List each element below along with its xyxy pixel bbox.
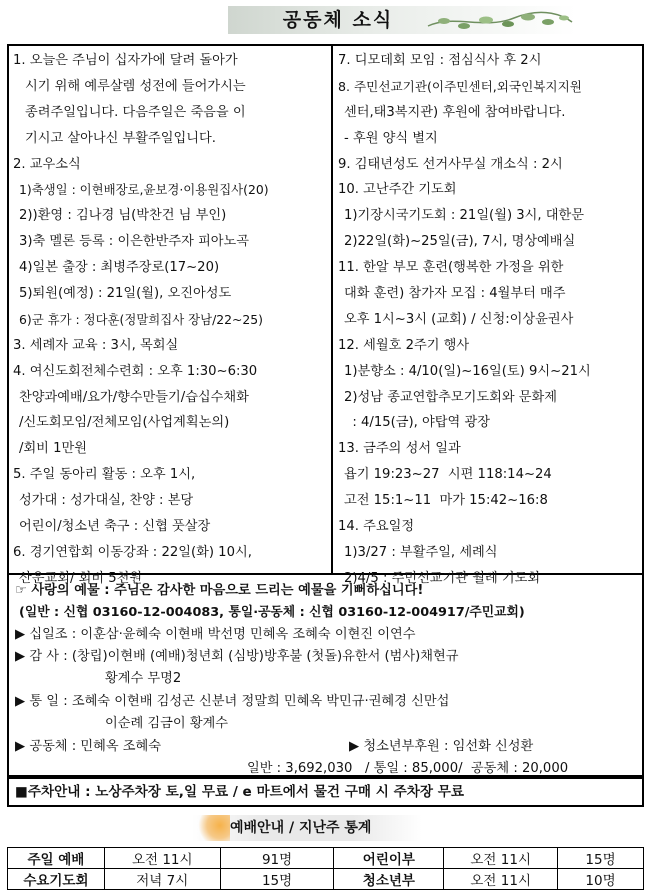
offering-notice: ☞ 사랑의 예물 : 주님은 감사한 마음으로 드리는 예물을 기뻐하십니다! [15, 583, 424, 598]
thanks-donors-cont: 황계수 무명2 [105, 671, 182, 686]
notice-line: - 후원 양식 별지 [344, 130, 438, 146]
unity-donors: ▶ 통 일 : 조혜숙 이현배 김성곤 신분녀 정말희 민혜옥 박민규·권혜경 신만섭 [15, 694, 450, 709]
notice-line: 2)22일(화)~25일(금), 7시, 명상예배실 [344, 234, 576, 250]
notice-line: 시기 위해 예루살렘 성전에 들어가시는 [25, 78, 246, 94]
tithe-donors: ▶ 십일조 : 이훈삼·윤혜숙 이현배 박선명 민혜옥 조혜숙 이현진 이연수 [15, 627, 416, 642]
youth-support-donors: ▶ 청소년부후원 : 임선화 신성환 [349, 739, 534, 754]
notice-line: 6)군 휴가 : 정다훈(정말희집사 장남/22~25) [19, 311, 264, 327]
orange-orb-icon [196, 815, 230, 841]
right-column [338, 48, 640, 592]
notice-line: 산운교회/ 회비 5천원 [19, 570, 143, 586]
offering-totals: 일반 : 3,692,030 / 통일 : 85,000/ 공동체 : 20,000 [247, 761, 569, 776]
notice-line: 5)퇴원(예정) : 21일(월), 오진아성도 [19, 286, 232, 302]
notice-line: 성가대 : 성가대실, 찬양 : 본당 [19, 493, 194, 509]
notice-line: 4)일본 출장 : 최병주장로(17~20) [19, 260, 220, 276]
notice-line: 센터,태3복지관) 후원에 참여바랍니다. [344, 104, 566, 120]
notice-line: 13. 금주의 성서 일과 [338, 441, 461, 457]
notice-line: 9. 김태년성도 선거사무실 개소식 : 2시 [338, 156, 563, 172]
notice-line: /신도회모임/전체모임(사업계획논의) [19, 415, 230, 431]
notice-line: 12. 세월호 2주기 행사 [338, 337, 470, 353]
notice-line: 11. 한알 부모 훈련(행복한 가정을 위한 [338, 260, 564, 276]
notice-line: 5. 주일 동아리 활동 : 오후 1시, [13, 467, 196, 483]
offering-accounts: (일반 : 신협 03160-12-004083, 통일·공동체 : 신협 03160-12-004917/주민교회) [19, 605, 525, 620]
attendance-count: 91명 [220, 848, 334, 869]
service-time: 저녁 7시 [104, 869, 220, 890]
notice-line: 1)축생일 : 이현배장로,윤보경·이용원집사(20) [19, 182, 269, 198]
left-column [13, 48, 327, 592]
thanks-donors: ▶ 감 사 : (창립)이현배 (예배)청년회 (심방)방후불 (첫돌)유한서 (범사)채현규 [15, 649, 459, 664]
notice-line: 고전 15:1~11 마가 15:42~16:8 [344, 493, 548, 509]
community-donors: ▶ 공동체 : 민혜옥 조혜숙 [15, 739, 162, 754]
worship-title: 예배안내 / 지난주 통계 [230, 820, 372, 836]
notice-line: 오후 1시~3시 (교회) / 신청:이상윤권사 [344, 311, 574, 327]
service-time: 오전 11시 [444, 869, 558, 890]
notice-line: 욥기 19:23~27 시편 118:14~24 [344, 467, 552, 483]
column-divider [331, 46, 333, 573]
worship-stats-table [7, 847, 644, 890]
parking-notice: ■주차안내 : 노상주차장 토,일 무료 / e 마트에서 물건 구매 시 주차장 무료 [7, 777, 644, 807]
notice-line: 8. 주민선교기관(이주민센터,외국인복지지원 [338, 78, 582, 94]
attendance-count: 15명 [220, 869, 334, 890]
page-title: 공동체 소식 [282, 9, 394, 31]
notice-line: 기시고 살아나신 부활주일입니다. [25, 130, 216, 146]
notice-line: 1)분향소 : 4/10(일)~16일(토) 9시~21시 [344, 363, 591, 379]
notice-line: 1. 오늘은 주님이 십자가에 달려 돌아가 [13, 53, 238, 68]
unity-donors-cont: 이순례 김금이 황계수 [105, 716, 229, 731]
service-name: 청소년부 [334, 869, 444, 890]
notice-line: 6. 경기연합회 이동강좌 : 22일(화) 10시, [13, 544, 252, 560]
attendance-count: 10명 [558, 869, 644, 890]
notice-line: 1)기장시국기도회 : 21일(월) 3시, 대한문 [344, 208, 585, 224]
table-row [8, 869, 644, 890]
service-time: 오전 11시 [104, 848, 220, 869]
vine-icon [424, 8, 574, 34]
notice-line: 2)4/5 : 주민선교기관 월례 기도회 [344, 570, 541, 586]
notice-line: 2))환영 : 김나경 님(박찬건 님 부인) [19, 208, 227, 224]
notice-line: 대화 훈련) 참가자 모집 : 4월부터 매주 [344, 286, 566, 302]
notice-line: 종려주일입니다. 다음주일은 죽음을 이 [25, 104, 246, 120]
notice-box [7, 44, 644, 586]
table-row [8, 848, 644, 869]
notice-line: 1)3/27 : 부활주일, 세례식 [344, 544, 498, 560]
service-name: 수요기도회 [8, 869, 105, 890]
notice-line: 2)성남 종교연합추모기도회와 문화제 [344, 389, 558, 405]
service-time: 오전 11시 [444, 848, 558, 869]
service-name: 주일 예배 [8, 848, 105, 869]
notice-line: 3. 세례자 교육 : 3시, 목회실 [13, 337, 179, 353]
notice-line: 어린이/청소년 축구 : 신협 풋살장 [19, 519, 211, 535]
notice-line: 찬양과예배/요가/향수만들기/습십수채화 [19, 389, 249, 405]
notice-line: 10. 고난주간 기도회 [338, 182, 457, 198]
notice-line: 4. 여신도회전체수련회 : 오후 1:30~6:30 [13, 363, 258, 379]
notice-line: 3)축 멜론 등록 : 이은한반주자 피아노곡 [19, 234, 250, 250]
notice-line: : 4/15(금), 야탑역 광장 [344, 415, 490, 431]
header-banner [228, 6, 576, 34]
notice-line: 7. 디모데회 모임 : 점심식사 후 2시 [338, 53, 542, 68]
attendance-count: 15명 [558, 848, 644, 869]
notice-line: 14. 주요일정 [338, 519, 415, 535]
notice-line: 2. 교우소식 [13, 156, 81, 172]
notice-line: /회비 1만원 [19, 441, 87, 457]
offering-box [7, 575, 644, 777]
service-name: 어린이부 [334, 848, 444, 869]
